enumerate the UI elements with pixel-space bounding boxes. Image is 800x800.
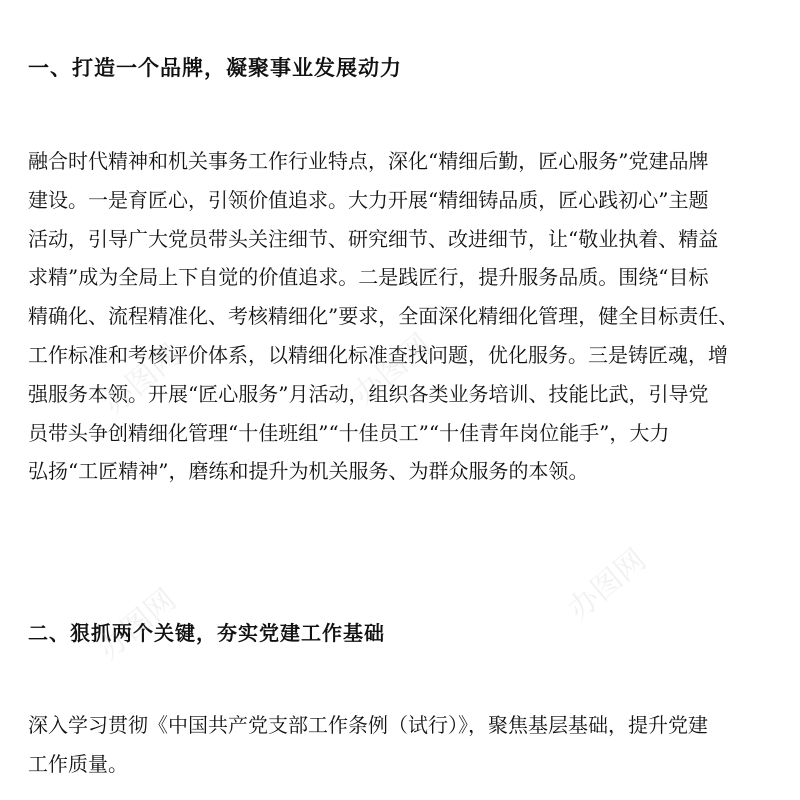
watermark: 办图网 bbox=[346, 327, 438, 413]
section1-paragraph bbox=[28, 142, 738, 491]
paragraph-line: 强服务本领。开展“匠心服务”月活动，组织各类业务培训、技能比武，引导党 bbox=[28, 381, 709, 406]
watermark: 办图网 bbox=[91, 582, 183, 668]
paragraph-line: 活动，引导广大党员带头关注细节、研究细节、改进细节，让“敬业执着、精益 bbox=[28, 226, 719, 251]
paragraph-line: 工作质量。 bbox=[28, 751, 128, 776]
section1-heading: 一、打造一个品牌，凝聚事业发展动力 bbox=[28, 55, 402, 80]
paragraph-line: 融合时代精神和机关事务工作行业特点，深化“精细后勤，匠心服务”党建品牌 bbox=[28, 149, 709, 173]
paragraph-line: 建设。一是育匠心，引领价值追求。大力开展“精细铸品质，匠心践初心”主题 bbox=[28, 187, 709, 212]
paragraph-line: 员带头争创精细化管理“十佳班组”“十佳员工”“十佳青年岗位能手”，大力 bbox=[28, 420, 670, 445]
paragraph-line: 弘扬“工匠精神”，磨练和提升为机关服务、为群众服务的本领。 bbox=[28, 459, 589, 484]
watermark: 办图网 bbox=[96, 337, 188, 423]
section2-heading: 二、狠抓两个关键，夯实党建工作基础 bbox=[28, 621, 385, 645]
paragraph-line: 求精”成为全局上下自觉的价值追求。二是践匠行，提升服务品质。围绕“目标 bbox=[28, 265, 709, 290]
watermark: 办图网 bbox=[561, 542, 653, 628]
paragraph-line: 深入学习贯彻《中国共产党支部工作条例（试行）》，聚焦基层基础，提升党建 bbox=[28, 713, 708, 737]
paragraph-line: 工作标准和考核评价体系，以精细化标准查找问题，优化服务。三是铸匠魂，增 bbox=[28, 342, 728, 367]
paragraph-line: 精确化、流程精准化、考核精细化”要求，全面深化精细化管理，健全目标责任、 bbox=[28, 304, 739, 329]
section2-paragraph bbox=[28, 706, 708, 784]
